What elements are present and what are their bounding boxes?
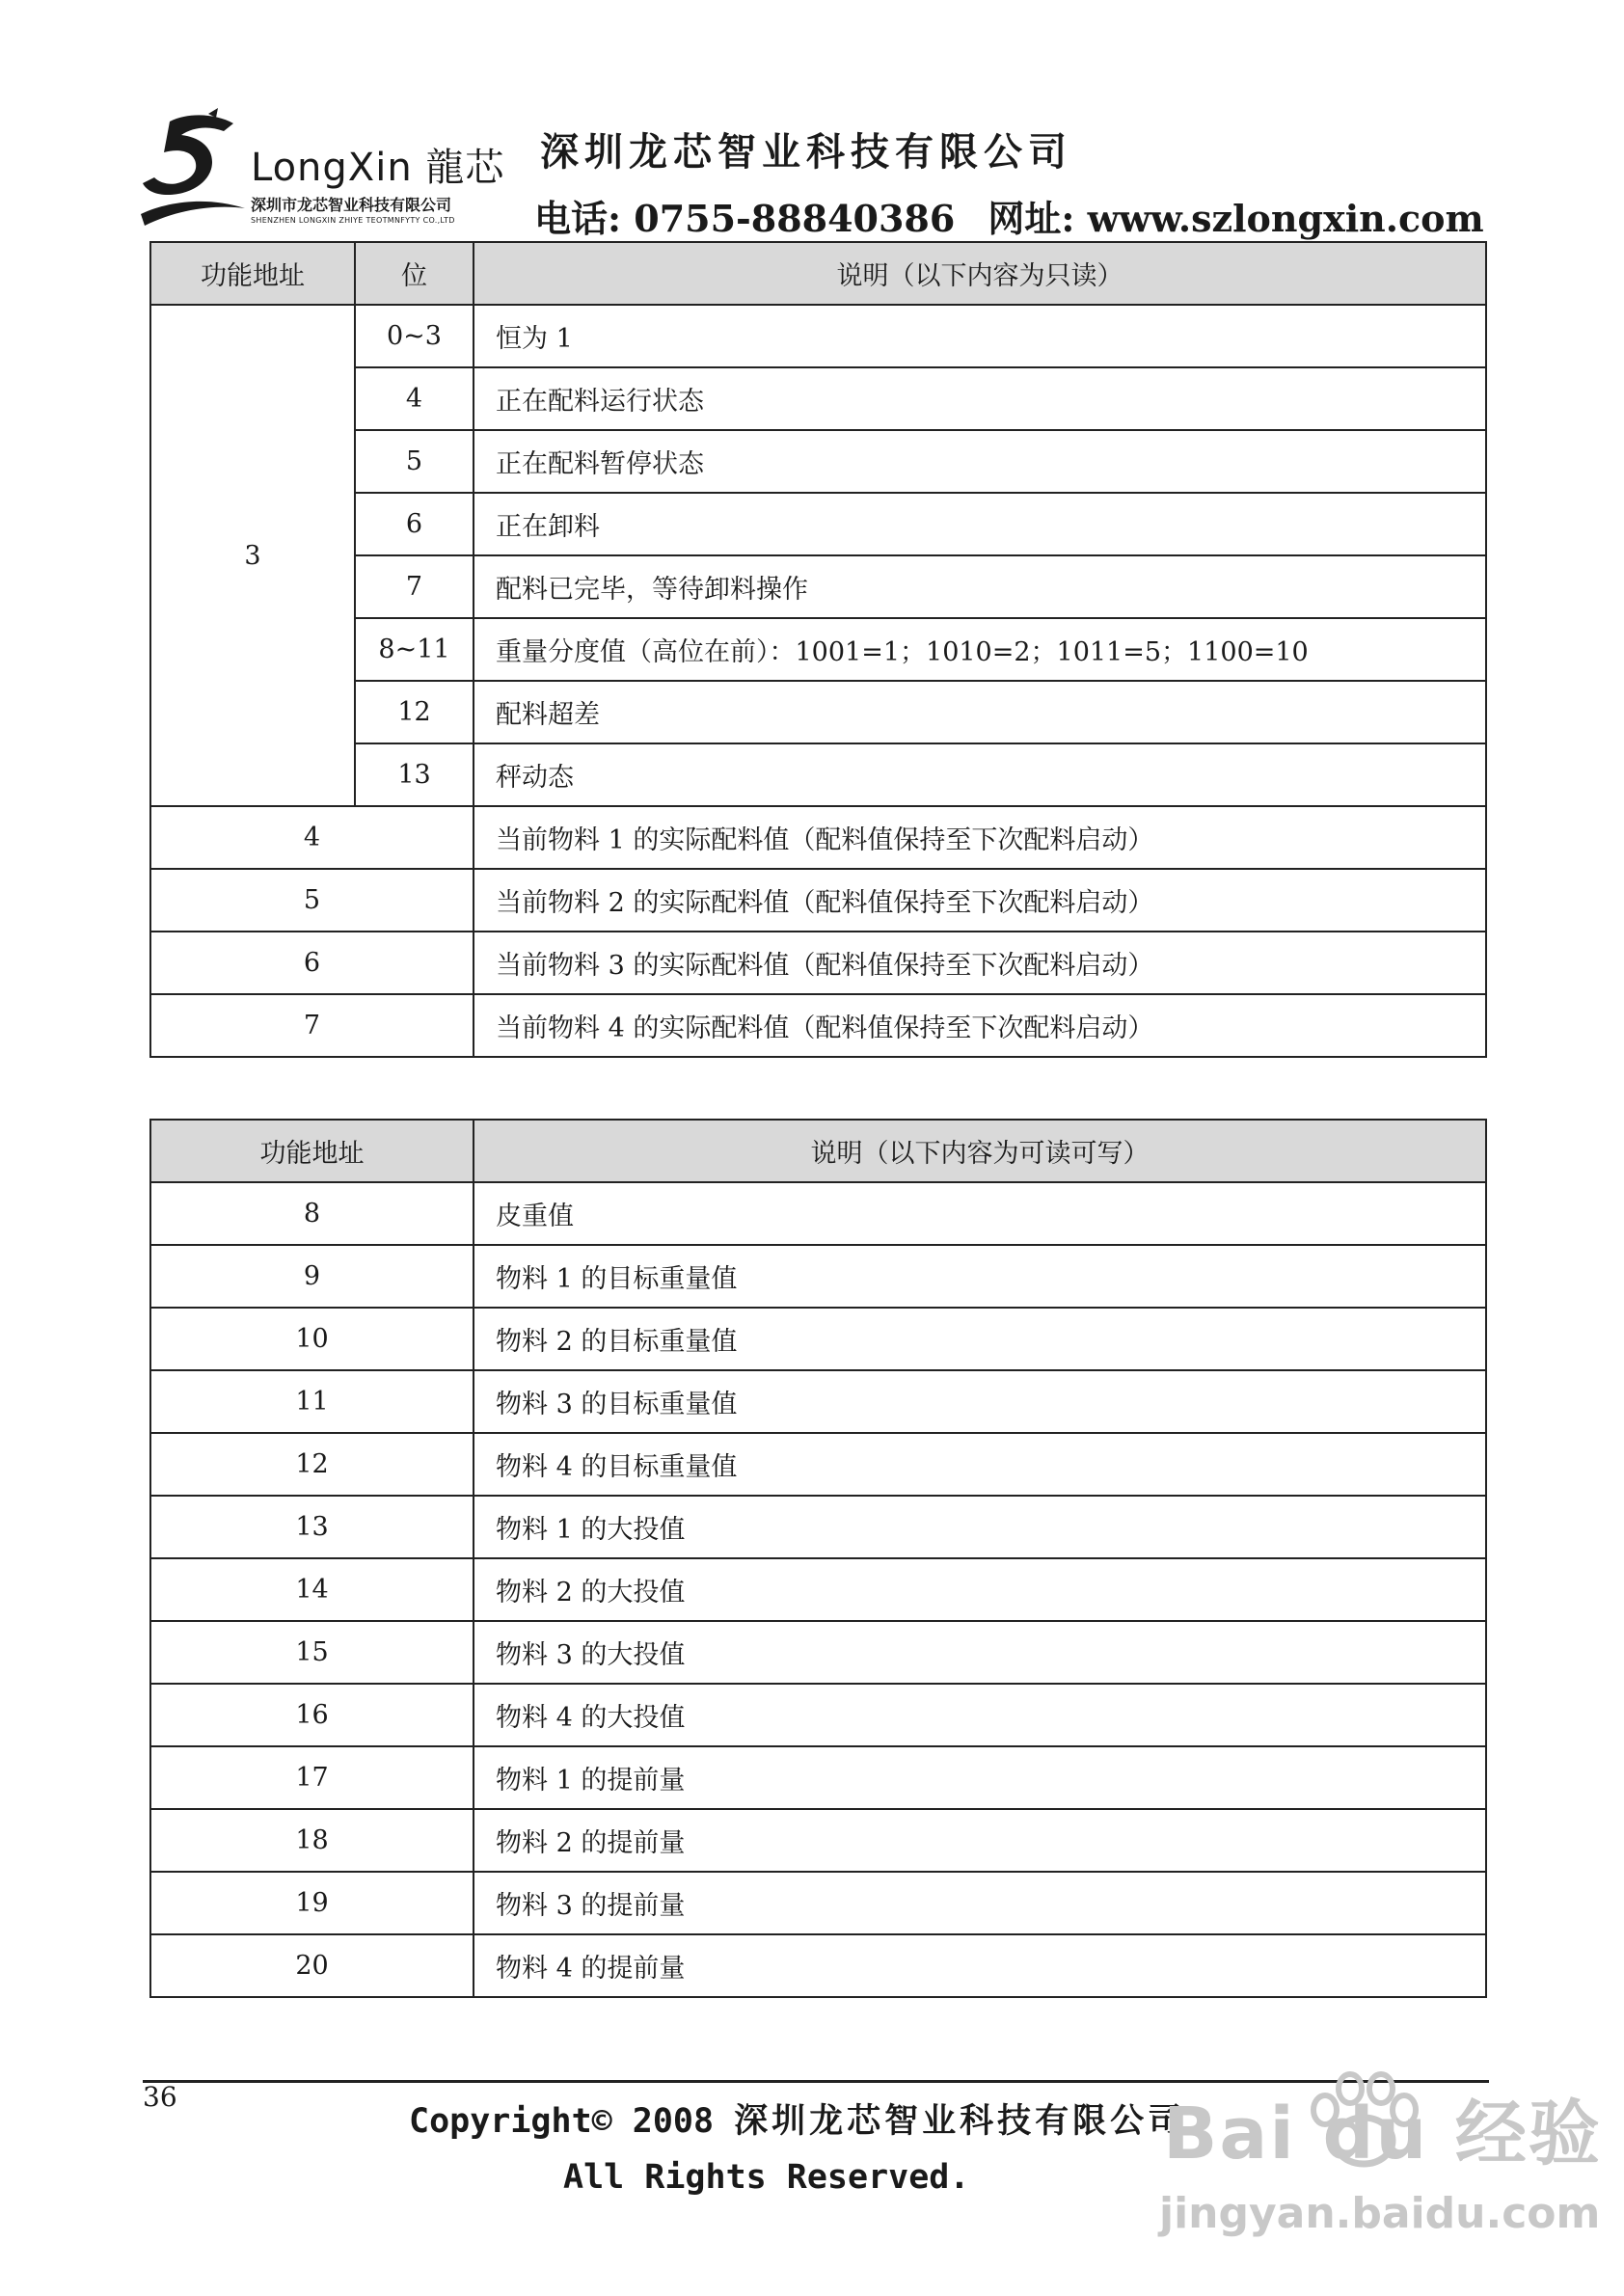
company-logo	[141, 108, 517, 235]
table-row	[150, 1370, 1486, 1433]
address-cell: 10	[150, 1308, 474, 1370]
phone: 电话: 0755-88840386	[534, 197, 956, 240]
bit-cell: 12	[355, 681, 474, 743]
table-row	[150, 305, 1486, 367]
bit-cell: 5	[355, 430, 474, 493]
address-cell: 8	[150, 1182, 474, 1245]
copyright-company: 深圳龙芯智业科技有限公司	[734, 2101, 1186, 2141]
logo-name: LongXin 龍芯	[251, 146, 505, 190]
page-header	[141, 108, 1491, 240]
description-cell: 秤动态	[474, 743, 1486, 806]
watermark-brand: Bai du 经验	[1163, 2093, 1602, 2175]
description-cell: 物料 4 的目标重量值	[474, 1433, 1486, 1496]
table-row	[150, 1433, 1486, 1496]
address-cell: 5	[150, 869, 474, 932]
description-cell: 当前物料 4 的实际配料值（配料值保持至下次配料启动）	[474, 994, 1486, 1057]
table-row	[150, 1809, 1486, 1872]
description-cell: 物料 1 的目标重量值	[474, 1245, 1486, 1308]
table-row	[150, 1245, 1486, 1308]
address-cell: 15	[150, 1621, 474, 1684]
table-row	[150, 1934, 1486, 1997]
address-cell: 13	[150, 1496, 474, 1558]
description-cell: 正在配料暂停状态	[474, 430, 1486, 493]
logo-english-name: SHENZHEN LONGXIN ZHIYE TEOTMNFYTY CO.,LTD	[251, 216, 455, 225]
address-cell: 4	[150, 806, 474, 869]
address-cell: 17	[150, 1746, 474, 1809]
table-row	[150, 1182, 1486, 1245]
watermark-site: jingyan.baidu.com	[1159, 2189, 1601, 2238]
description-cell: 配料超差	[474, 681, 1486, 743]
table-row	[150, 1746, 1486, 1809]
bit-cell: 7	[355, 555, 474, 618]
bit-cell: 0~3	[355, 305, 474, 367]
readonly-register-table	[149, 241, 1487, 1058]
description-cell: 物料 1 的提前量	[474, 1746, 1486, 1809]
website-link[interactable]: 网址: www.szlongxin.com	[988, 197, 1484, 240]
description-cell: 物料 4 的大投值	[474, 1684, 1486, 1746]
description-cell: 恒为 1	[474, 305, 1486, 367]
table-row	[150, 1496, 1486, 1558]
address-cell: 6	[150, 932, 474, 994]
description-cell: 当前物料 1 的实际配料值（配料值保持至下次配料启动）	[474, 806, 1486, 869]
table-row	[150, 1308, 1486, 1370]
bit-cell: 8~11	[355, 618, 474, 681]
description-cell: 正在卸料	[474, 493, 1486, 555]
description-cell: 重量分度值（高位在前）：1001=1；1010=2；1011=5；1100=10	[474, 618, 1486, 681]
address-cell: 3	[150, 305, 355, 806]
address-cell: 11	[150, 1370, 474, 1433]
table-row	[150, 869, 1486, 932]
description-cell: 正在配料运行状态	[474, 367, 1486, 430]
address-cell: 7	[150, 994, 474, 1057]
table-row	[150, 932, 1486, 994]
dragon-logo-icon	[141, 108, 249, 235]
logo-chinese-name: 深圳市龙芯智业科技有限公司	[251, 196, 452, 214]
bit-cell: 4	[355, 367, 474, 430]
address-cell: 12	[150, 1433, 474, 1496]
table-row	[150, 1558, 1486, 1621]
description-cell: 物料 2 的目标重量值	[474, 1308, 1486, 1370]
page-number: 36	[143, 2081, 177, 2113]
copyright-line	[409, 2094, 1185, 2143]
table-row	[150, 1872, 1486, 1934]
description-cell: 物料 4 的提前量	[474, 1934, 1486, 1997]
copyright-text: Copyright© 2008	[409, 2102, 715, 2141]
description-cell: 物料 3 的目标重量值	[474, 1370, 1486, 1433]
table-row	[150, 994, 1486, 1057]
baidu-watermark	[1153, 2073, 1607, 2266]
contact-line	[534, 189, 1484, 242]
address-cell: 16	[150, 1684, 474, 1746]
address-cell: 18	[150, 1809, 474, 1872]
header-bit: 位	[355, 242, 474, 305]
header-address: 功能地址	[150, 1120, 474, 1182]
address-cell: 19	[150, 1872, 474, 1934]
description-cell: 当前物料 3 的实际配料值（配料值保持至下次配料启动）	[474, 932, 1486, 994]
description-cell: 皮重值	[474, 1182, 1486, 1245]
header-description: 说明（以下内容为可读可写）	[474, 1120, 1486, 1182]
table-row	[150, 1621, 1486, 1684]
description-cell: 物料 3 的大投值	[474, 1621, 1486, 1684]
rights-reserved: All Rights Reserved.	[563, 2158, 970, 2197]
address-cell: 20	[150, 1934, 474, 1997]
description-cell: 物料 2 的提前量	[474, 1809, 1486, 1872]
description-cell: 物料 1 的大投值	[474, 1496, 1486, 1558]
description-cell: 物料 3 的提前量	[474, 1872, 1486, 1934]
header-address: 功能地址	[150, 242, 355, 305]
bit-cell: 6	[355, 493, 474, 555]
description-cell: 当前物料 2 的实际配料值（配料值保持至下次配料启动）	[474, 869, 1486, 932]
table-header-row	[150, 1120, 1486, 1182]
address-cell: 14	[150, 1558, 474, 1621]
header-description: 说明（以下内容为只读）	[474, 242, 1486, 305]
description-cell: 配料已完毕，等待卸料操作	[474, 555, 1486, 618]
description-cell: 物料 2 的大投值	[474, 1558, 1486, 1621]
bit-cell: 13	[355, 743, 474, 806]
company-title: 深圳龙芯智业科技有限公司	[540, 129, 1072, 175]
table-header-row	[150, 242, 1486, 305]
table-row	[150, 806, 1486, 869]
readwrite-register-table	[149, 1119, 1487, 1998]
table-row	[150, 1684, 1486, 1746]
address-cell: 9	[150, 1245, 474, 1308]
